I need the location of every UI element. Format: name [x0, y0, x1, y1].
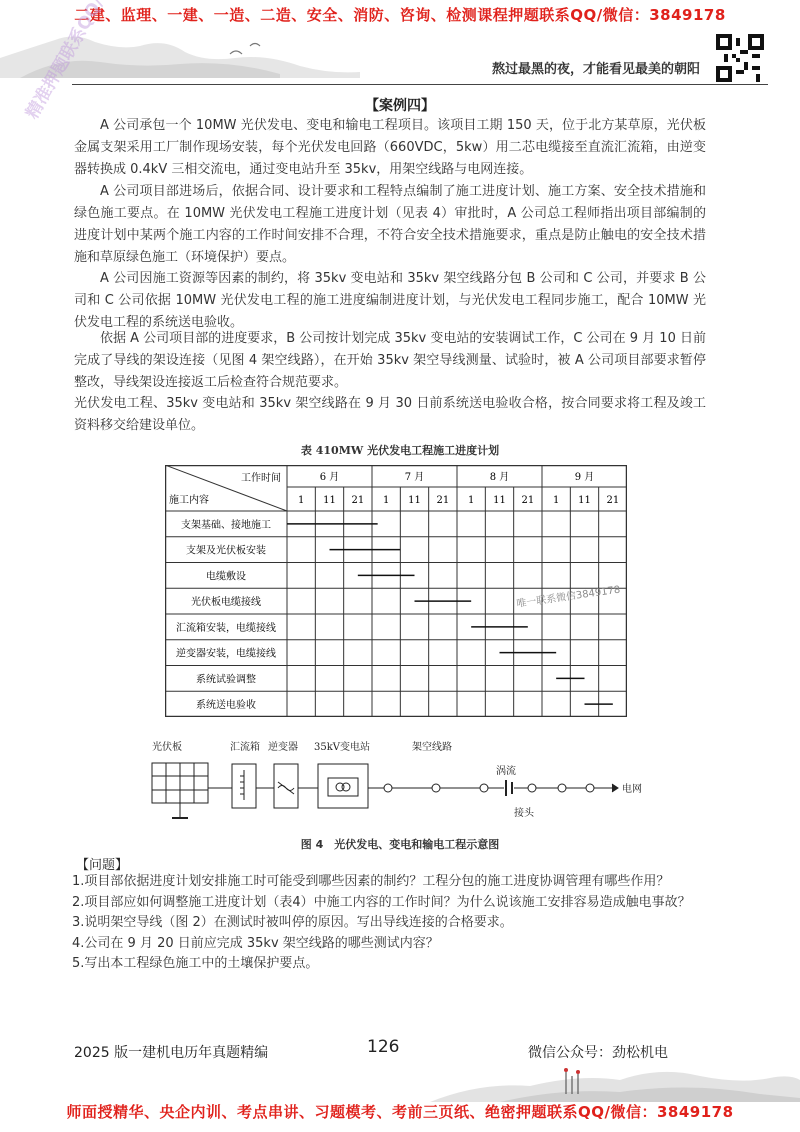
gantt-corner-bottom: 施工内容 — [169, 495, 209, 506]
pv-system-schematic — [150, 738, 670, 833]
label-grid: 电网 — [622, 784, 642, 795]
qr-code-icon — [716, 34, 764, 82]
gantt-task-label: 光伏板电缆接线 — [191, 597, 261, 609]
gantt-corner-top: 工作时间 — [241, 473, 281, 484]
bottom-advert-banner: 师面授精华、央企内训、考点串讲、习题模考、考前三页纸、绝密押题联系QQ/微信：3849178 — [66, 1103, 734, 1121]
gantt-task-label: 汇流箱安装，电缆接线 — [176, 622, 276, 634]
label-pv-panel: 光伏板 — [152, 742, 182, 753]
gantt-day-label: 21 — [436, 495, 450, 506]
combiner-box-icon — [232, 764, 256, 808]
overhead-line-icon — [384, 780, 618, 796]
gantt-day-label: 11 — [323, 495, 336, 506]
case-paragraph-2: A 公司项目部进场后，依据合同、设计要求和工程特点编制了施工进度计划、施工方案、安全技术措施和绿色施工要点。在 10MW 光伏发电工程施工进度计划（见表 4）审批时，A 公司总工程师指出项目部编制的进度计划中某两个施工内容的工作时间安排不合理，不符合安全技术措施要求，重点是防止触电的安全技术措施和草原绿色施工（环境保护）要点。 — [74, 184, 706, 265]
gantt-labels — [169, 471, 621, 711]
page-number: 126 — [367, 1037, 400, 1057]
case-paragraph-3: A 公司因施工资源等因素的制约，将 35kv 变电站和 35kv 架空线路分包 B 公司和 C 公司，并要求 B 公司和 C 公司依据 10MW 光伏发电工程的施工进度编制进度计划，与光伏发电工程同步施工，配合 10MW 光伏发电工程的系统送电验收。 — [74, 271, 706, 330]
gantt-day-label: 1 — [297, 495, 305, 506]
gantt-day-label: 1 — [467, 495, 475, 506]
case-title: 【案例四】 — [365, 98, 435, 114]
label-eddy-current: 涡流 — [496, 766, 516, 777]
footer-wechat-account: 微信公众号：劲松机电 — [528, 1045, 668, 1061]
figure-caption: 图 4 光伏发电、变电和输电工程示意图 — [300, 838, 500, 851]
gantt-day-label: 21 — [606, 495, 620, 506]
question-list — [72, 872, 691, 975]
gantt-month-label: 9 月 — [574, 472, 595, 483]
gantt-day-label: 11 — [493, 495, 506, 506]
gantt-month-label: 8 月 — [489, 472, 510, 483]
gantt-day-label: 11 — [578, 495, 591, 506]
gantt-month-label: 7 月 — [404, 472, 425, 483]
gantt-watermark: 唯一联系微信3849178 — [515, 584, 621, 610]
gantt-day-label: 1 — [552, 495, 560, 506]
schedule-table-title: 表 410MW 光伏发电工程施工进度计划 — [300, 444, 500, 457]
gantt-task-label: 系统送电验收 — [196, 700, 256, 712]
motto: 熬过最黑的夜，才能看见最美的朝阳 — [491, 62, 700, 77]
top-advert-banner: 二建、监理、一建、一造、二造、安全、消防、咨询、检测课程押题联系QQ/微信：3849178 — [74, 6, 726, 24]
gantt-task-label: 逆变器安装，电缆接线 — [176, 648, 276, 660]
substation-icon — [318, 764, 368, 808]
case-paragraph-1: A 公司承包一个 10MW 光伏发电、变电和输电工程项目。该项目工期 150 天，位于北方某草原，光伏板金属支架采用工厂制作现场安装，每个光伏发电回路（660VDC，5kw）用二芯电缆接至直流汇流箱，由逆变器转换成 0.4kV 三相交流电，通过变电站升至 35kv，用架空线路与电网连接。 — [74, 118, 706, 177]
gantt-day-label: 21 — [521, 495, 535, 506]
questions-heading: 【问题】 — [76, 858, 129, 873]
question-2: 2.项目部应如何调整施工进度计划（表4）中施工内容的工作时间？为什么说该施工安排容易造成触电事故？ — [72, 894, 691, 910]
label-substation: 35kV变电站 — [314, 742, 371, 753]
question-4: 4.公司在 9 月 20 日前应完成 35kv 架空线路的哪些测试内容？ — [72, 935, 439, 951]
gantt-month-label: 6 月 — [319, 472, 340, 483]
gantt-day-label: 1 — [382, 495, 390, 506]
question-5: 5.写出本工程绿色施工中的土壤保护要点。 — [72, 956, 319, 971]
gantt-day-label: 11 — [408, 495, 421, 506]
label-overhead-line: 架空线路 — [412, 742, 452, 753]
inverter-icon — [274, 764, 298, 808]
pv-panel-icon — [152, 763, 208, 818]
footer-book-title: 2025 版一建机电历年真题精编 — [74, 1045, 269, 1061]
gantt-task-label: 支架基础、接地施工 — [181, 519, 271, 531]
label-inverter: 逆变器 — [268, 742, 298, 753]
gantt-day-label: 21 — [351, 495, 365, 506]
ink-mountain-decoration-bottom — [0, 1052, 800, 1102]
gantt-task-label: 支架及光伏板安装 — [186, 545, 266, 557]
case-paragraph-4: 依据 A 公司项目部的进度要求，B 公司按计划完成 35kv 变电站的安装调试工作，C 公司在 9 月 10 日前完成了导线的架设连接（见图 4 架空线路），在开始 35kv 架空导线测量、试验时，被 A 公司项目部要求暂停整改，导线架设连接返工后检查符合规范要求。 — [74, 331, 706, 390]
gantt-task-label: 电缆敷设 — [206, 571, 246, 583]
construction-schedule-gantt — [165, 465, 627, 717]
label-combiner-box: 汇流箱 — [230, 742, 260, 753]
label-joint: 接头 — [514, 808, 534, 819]
question-3: 3.说明架空导线（图 2）在测试时被叫停的原因。写出导线连接的合格要求。 — [72, 915, 513, 930]
case-paragraph-5: 光伏发电工程、35kv 变电站和 35kv 架空线路在 9 月 30 日前系统送电验收合格，按合同要求将工程及竣工资料移交给建设单位。 — [74, 396, 706, 433]
question-1: 1.项目部依据进度计划安排施工时可能受到哪些因素的制约？工程分包的施工进度协调管理有哪些作用？ — [72, 874, 670, 889]
gantt-task-label: 系统试验调整 — [196, 674, 256, 686]
header-rule — [72, 84, 768, 85]
